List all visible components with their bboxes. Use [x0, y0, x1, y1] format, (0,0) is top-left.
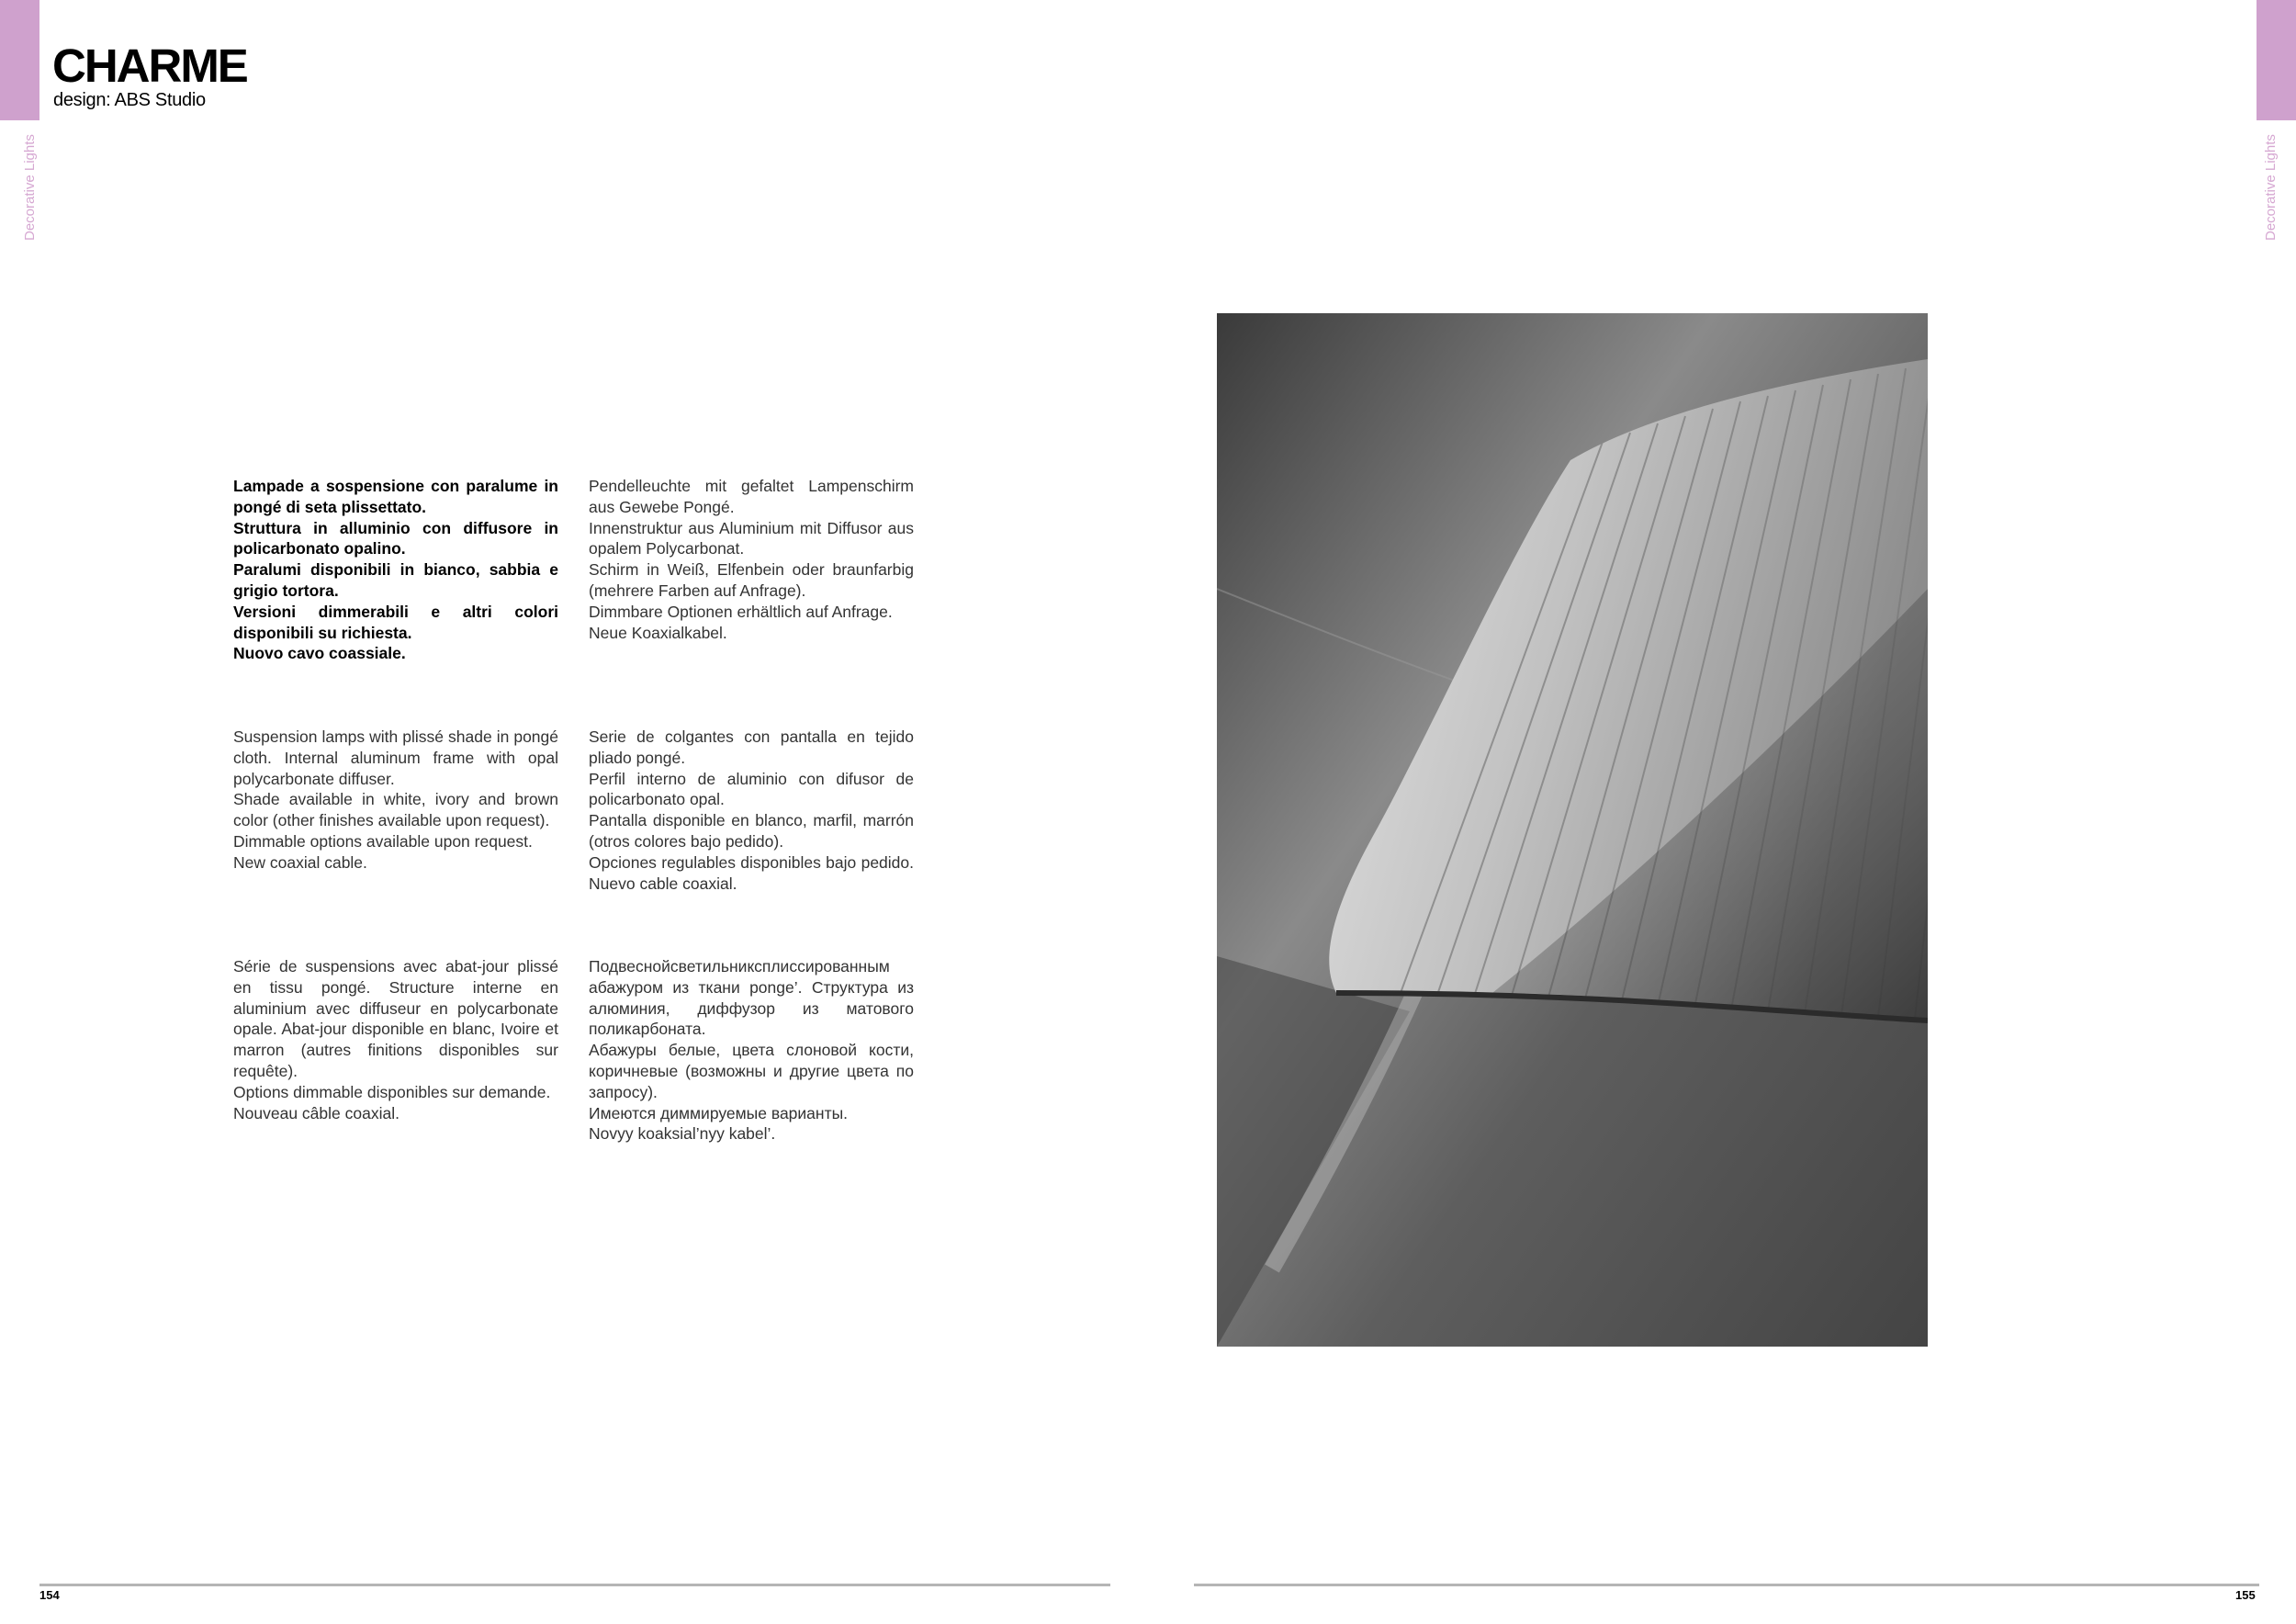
description-russian: Подвеснойсветильникcплиссированным абажуром из ткани ponge’. Структура из алюминия, диффузор из матового поликарбоната. Абажуры белые, цвета слоновой кости, коричневые (возможны и другие цвета по запросу). Имеются диммируемые варианты. Novyy koaksial’nyy kabel’.: [589, 957, 914, 1144]
section-tab-left: [0, 0, 39, 120]
description-german: Pendelleuchte mit gefaltet Lampenschirm aus Gewebe Pongé. Innenstruktur aus Aluminium mit Diffusor aus opalem Polycarbonat. Schirm in Weiß, Elfenbein oder braunfarbig (mehrere Farben auf Anfrage). Dimmbare Optionen erhältlich auf Anfrage. Neue Koaxialkabel.: [589, 477, 914, 642]
footer-rule-left: [39, 1584, 1110, 1586]
description-italian: Lampade a sospensione con paralume in pongé di seta plissettato. Struttura in alluminio con diffusore in policarbonato opalino. Paralumi disponibili in bianco, sabbia e grigio tortora. Versioni dimmerabili e altri colori disponibili su richiesta. Nuovo cavo coassiale.: [233, 477, 558, 663]
product-photo: [1217, 313, 1928, 1347]
page-number-right: 155: [2235, 1588, 2256, 1602]
description-spanish: Serie de colgantes con pantalla en tejido pliado pongé. Perfil interno de aluminio con difusor de policarbonato opal. Pantalla disponible en blanco, marfil, marrón (otros colores bajo pedido). Opciones regulables disponibles bajo pedido. Nuevo cable coaxial.: [589, 727, 914, 893]
section-label-right: Decorative Lights: [2263, 134, 2279, 241]
section-tab-right: [2257, 0, 2296, 120]
description-english: Suspension lamps with plissé shade in pongé cloth. Internal aluminum frame with opal polycarbonate diffuser. Shade available in white, ivory and brown color (other finishes available upon request). Dimmable options available upon request. New coaxial cable.: [233, 727, 558, 872]
product-title: CHARME: [52, 39, 247, 92]
description-french: Série de suspensions avec abat-jour plissé en tissu pongé. Structure interne en aluminium avec diffuseur en polycarbonate opale. Abat-jour disponible en blanc, Ivoire et marron (autres finitions disponibles sur requête). Options dimmable disponibles sur demande. Nouveau câble coaxial.: [233, 957, 558, 1122]
designer-credit: design: ABS Studio: [53, 90, 206, 110]
lamp-shade-image: [1217, 313, 1928, 1347]
page-number-left: 154: [39, 1588, 60, 1602]
section-label-left: Decorative Lights: [22, 134, 38, 241]
footer-rule-right: [1194, 1584, 2259, 1586]
